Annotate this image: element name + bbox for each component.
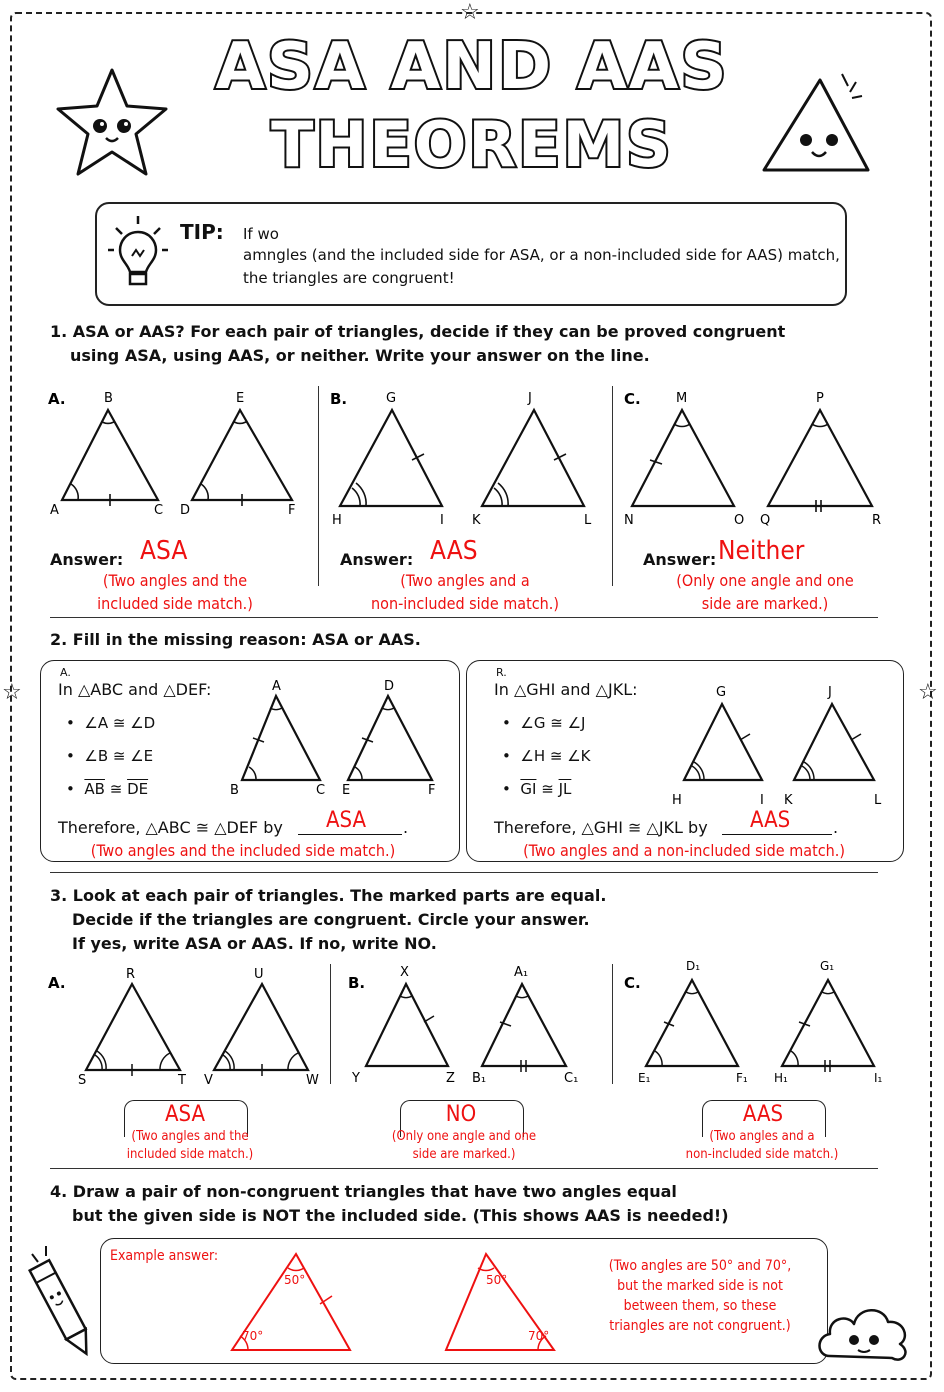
star-decoration-left: ☆ bbox=[2, 680, 22, 705]
q2a-given-1: ∠A ≅ ∠D bbox=[84, 714, 156, 732]
title-line-1: ASA AND AAS bbox=[215, 30, 729, 104]
q1a-reason-2: included side match.) bbox=[97, 594, 253, 613]
q1-divider-1 bbox=[318, 386, 319, 586]
q1b-v5: L bbox=[584, 513, 592, 528]
q3b-v3: Z bbox=[446, 1071, 455, 1086]
q2a-v1: D bbox=[384, 679, 395, 694]
q2b-bullet-2: • ∠H ≅ ∠K bbox=[502, 747, 591, 765]
q1-rule bbox=[50, 617, 878, 618]
q2a-given-3c: $\overline{DE}$ bbox=[127, 780, 149, 798]
q3a-answer: ASA bbox=[164, 1102, 206, 1127]
q1a-v1: E bbox=[236, 391, 245, 406]
q4-angle-1b: 50° bbox=[486, 1273, 508, 1287]
q2b-given-1: ∠G ≅ ∠J bbox=[520, 714, 586, 732]
q2b-answer: AAS bbox=[750, 808, 791, 833]
q2a-given-3b: ≅ bbox=[104, 780, 128, 798]
q1b-reason-2: non-included side match.) bbox=[371, 594, 559, 613]
lightbulb-icon bbox=[106, 212, 170, 296]
q2b-given-3a: $\overline{GI}$ bbox=[520, 780, 537, 798]
q1c-v0: M bbox=[676, 391, 688, 406]
q2a-v5: F bbox=[428, 783, 436, 798]
q1a-v3: C bbox=[154, 503, 164, 518]
q2b-therefore: Therefore, △GHI ≅ △JKL by bbox=[494, 818, 708, 837]
q1a-v2: A bbox=[50, 503, 59, 518]
pencil-icon bbox=[26, 1244, 96, 1368]
q2a-reason: (Two angles and the included side match.) bbox=[90, 841, 396, 860]
q2b-v0: G bbox=[716, 685, 727, 700]
q4-line-1: 4. Draw a pair of non-congruent triangles that have two angles equal bbox=[50, 1182, 677, 1201]
q2b-v5: L bbox=[874, 793, 882, 806]
tip-line-2: amngles (and the included side for ASA, or a non-included side for AAS) match, bbox=[243, 246, 840, 264]
q3c-v0: D₁ bbox=[686, 959, 701, 973]
q2b-intro: In △GHI and △JKL: bbox=[494, 680, 638, 699]
q1c-v2: N bbox=[624, 513, 634, 528]
q1c-v5: R bbox=[872, 513, 882, 528]
q2b-period: . bbox=[833, 818, 839, 837]
q1c-v3: O bbox=[734, 513, 745, 528]
q2a-answer: ASA bbox=[326, 808, 367, 833]
q2a-v0: A bbox=[272, 679, 281, 694]
q1c-reason-1: (Only one angle and one bbox=[676, 571, 854, 590]
q3c-v2: E₁ bbox=[638, 1071, 651, 1085]
q1-divider-2 bbox=[612, 386, 613, 586]
q3a-letter: A. bbox=[48, 974, 66, 992]
q2a-v2: B bbox=[230, 783, 239, 798]
q4-note-2: but the marked side is not bbox=[617, 1278, 783, 1294]
q1a-answer-label: Answer: bbox=[50, 550, 124, 569]
q2a-blank[interactable] bbox=[298, 834, 402, 835]
q2a-bullet-2: • ∠B ≅ ∠E bbox=[66, 747, 154, 765]
q1c-figure bbox=[616, 380, 906, 530]
triangle-face-icon bbox=[756, 66, 876, 178]
q3b-letter: B. bbox=[348, 974, 366, 992]
q3b-reason-1: (Only one angle and one bbox=[391, 1129, 537, 1144]
q3a-v1: U bbox=[254, 967, 264, 982]
star-face-icon bbox=[52, 64, 172, 180]
q3-line-3: If yes, write ASA or AAS. If no, write NO. bbox=[72, 934, 437, 953]
q1a-letter: A. bbox=[48, 390, 66, 408]
q1c-reason-2: side are marked.) bbox=[701, 594, 829, 613]
q2b-bullet-3: • $\overline{GI}$ ≅ $\overline{JL}$ bbox=[502, 780, 572, 798]
q1b-v4: K bbox=[472, 513, 481, 528]
q2b-bullet-1: • ∠G ≅ ∠J bbox=[502, 714, 586, 732]
title-line-2: THEOREMS bbox=[271, 108, 673, 181]
q1b-letter: B. bbox=[330, 390, 348, 408]
q2b-given-3b: ≅ bbox=[536, 780, 559, 798]
q1b-reason-1: (Two angles and a bbox=[400, 571, 530, 590]
q3c-reason-2: non-included side match.) bbox=[685, 1147, 839, 1162]
q1b-v2: H bbox=[332, 513, 342, 528]
q3c-reason-1: (Two angles and a bbox=[709, 1129, 815, 1144]
q3c-v3: F₁ bbox=[736, 1071, 748, 1085]
q3b-v1: A₁ bbox=[514, 965, 529, 980]
q1b-v0: G bbox=[386, 391, 397, 406]
q4-note-1: (Two angles are 50° and 70°, bbox=[608, 1258, 792, 1274]
q3c-letter: C. bbox=[624, 974, 641, 992]
q1b-answer-label: Answer: bbox=[340, 550, 414, 569]
q2a-v3: C bbox=[316, 783, 326, 798]
q2b-reason: (Two angles and a non-included side match.) bbox=[523, 841, 845, 860]
q2a-figure bbox=[224, 676, 454, 802]
q1b-v3: I bbox=[440, 513, 444, 528]
q2a-v4: E bbox=[342, 783, 351, 798]
q2b-given-3c: $\overline{JL}$ bbox=[558, 780, 572, 798]
q3c-v1: G₁ bbox=[820, 959, 835, 973]
star-decoration-right: ☆ bbox=[918, 680, 938, 705]
q3b-v5: C₁ bbox=[564, 1071, 579, 1086]
q2a-therefore: Therefore, △ABC ≅ △DEF by bbox=[58, 818, 283, 837]
q1-line-2: using ASA, using AAS, or neither. Write your answer on the line. bbox=[70, 346, 650, 365]
q4-note-3: between them, so these bbox=[623, 1298, 777, 1314]
q3b-answer: NO bbox=[445, 1102, 477, 1127]
tip-line-3: the triangles are congruent! bbox=[243, 269, 455, 287]
q1b-v1: J bbox=[528, 391, 532, 406]
q3a-v2: S bbox=[78, 1073, 87, 1088]
q3-divider-1 bbox=[330, 964, 331, 1084]
q2b-figure bbox=[668, 680, 898, 806]
q1c-letter: C. bbox=[624, 390, 641, 408]
tip-label: TIP: bbox=[180, 220, 224, 244]
q3b-v0: X bbox=[400, 965, 409, 980]
q1b-answer: AAS bbox=[430, 536, 478, 566]
q2b-given-2: ∠H ≅ ∠K bbox=[520, 747, 591, 765]
q1c-answer: Neither bbox=[718, 536, 805, 566]
q3b-v2: Y bbox=[352, 1071, 360, 1086]
q1c-answer-label: Answer: bbox=[643, 550, 717, 569]
q4-angle-1a: 50° bbox=[284, 1273, 306, 1287]
q2b-v2: H bbox=[672, 793, 682, 806]
cloud-face-icon bbox=[812, 1288, 916, 1368]
q3c-answer: AAS bbox=[742, 1102, 784, 1127]
q1c-v1: P bbox=[816, 391, 824, 406]
q3b-v4: B₁ bbox=[472, 1071, 487, 1086]
q1a-answer: ASA bbox=[140, 536, 188, 566]
q4-note-4: triangles are not congruent.) bbox=[609, 1318, 791, 1334]
q3-divider-2 bbox=[612, 964, 613, 1084]
q1a-reason-1: (Two angles and the bbox=[102, 571, 248, 590]
q3a-v4: V bbox=[204, 1073, 213, 1088]
star-decoration-top: ☆ bbox=[460, 0, 480, 25]
q2a-intro: In △ABC and △DEF: bbox=[58, 680, 212, 699]
q3c-v5: I₁ bbox=[874, 1071, 883, 1085]
q3c-v4: H₁ bbox=[774, 1071, 788, 1085]
q2-rule bbox=[50, 872, 878, 873]
q1a-figure bbox=[40, 380, 310, 530]
q3a-reason-1: (Two angles and the bbox=[131, 1129, 249, 1144]
q1b-figure bbox=[322, 380, 610, 530]
q2a-bullet-1: • ∠A ≅ ∠D bbox=[66, 714, 156, 732]
q3b-reason-2: side are marked.) bbox=[412, 1147, 516, 1162]
q2a-period: . bbox=[403, 818, 409, 837]
q4-example-figure bbox=[220, 1246, 580, 1358]
q2b-blank[interactable] bbox=[722, 834, 832, 835]
q2a-letter: A. bbox=[60, 666, 71, 679]
q3c-figure bbox=[616, 956, 906, 1090]
q4-example-label: Example answer: bbox=[110, 1248, 219, 1264]
q4-angle-2b: 70° bbox=[528, 1329, 550, 1343]
q1a-v4: D bbox=[180, 503, 191, 518]
q3-line-1: 3. Look at each pair of triangles. The marked parts are equal. bbox=[50, 886, 607, 905]
q4-angle-2a: 70° bbox=[242, 1329, 264, 1343]
q2a-bullet-3: • $\overline{AB}$ ≅ $\overline{DE}$ bbox=[66, 780, 149, 798]
q2a-given-2: ∠B ≅ ∠E bbox=[84, 747, 154, 765]
q3-line-2: Decide if the triangles are congruent. Circle your answer. bbox=[72, 910, 590, 929]
q3a-figure bbox=[40, 960, 330, 1090]
q4-line-2: but the given side is NOT the included side. (This shows AAS is needed!) bbox=[72, 1206, 729, 1225]
q3a-v5: W bbox=[306, 1073, 319, 1088]
q3a-v0: R bbox=[126, 967, 136, 982]
q2b-letter: R. bbox=[496, 666, 507, 679]
q1-line-1: 1. ASA or AAS? For each pair of triangles, decide if they can be proved congruent bbox=[50, 322, 786, 341]
q3b-figure bbox=[336, 960, 612, 1090]
q2b-v4: K bbox=[784, 793, 793, 806]
tip-line-1: If wo bbox=[243, 225, 279, 243]
q2b-v1: J bbox=[828, 685, 832, 700]
q3a-reason-2: included side match.) bbox=[126, 1147, 254, 1162]
q3-rule bbox=[50, 1168, 878, 1169]
q1c-v4: Q bbox=[760, 513, 771, 528]
q2b-v3: I bbox=[760, 793, 764, 806]
q1a-v0: B bbox=[104, 391, 113, 406]
q3a-v3: T bbox=[178, 1073, 186, 1088]
q1a-v5: F bbox=[288, 503, 296, 518]
q2-heading: 2. Fill in the missing reason: ASA or AAS. bbox=[50, 630, 421, 649]
q2a-given-3a: $\overline{AB}$ bbox=[84, 780, 105, 798]
